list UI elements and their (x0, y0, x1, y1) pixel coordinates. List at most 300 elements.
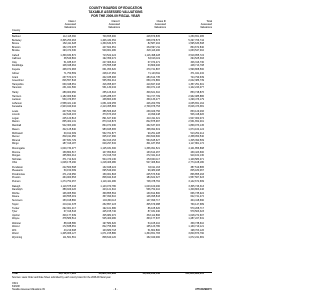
class2-value: 192,359,472 (102, 57, 116, 61)
class2-value: 695,549,460 (102, 169, 116, 173)
class2-value: 276,555,338 (102, 64, 116, 68)
county-name: Grant (12, 75, 19, 79)
class3-value: 309,621,310 (146, 91, 160, 95)
class1-value: 465,804,014 (62, 154, 76, 158)
county-name: Berkeley (12, 38, 22, 42)
class2-value: 1,051,029,255 (100, 101, 116, 105)
county-name: Monongalia (12, 147, 25, 151)
class2-value: 531,130,434 (102, 86, 116, 90)
class1-value: 231,041,500 (62, 86, 76, 90)
class2-value: 808,640,120 (102, 235, 116, 239)
total-value: 2,774,108,180 (188, 161, 204, 165)
class2-value: 1,119,441,480 (100, 179, 116, 183)
county-name: Fayette (12, 67, 21, 71)
county-name: Barbour (12, 35, 21, 38)
class2-value: 605,197,990 (102, 135, 116, 139)
class2-value: 103,680,718 (102, 228, 116, 232)
class3-value: 51,802,800 (147, 228, 160, 232)
class3-value: 67,074,471 (147, 60, 160, 64)
title-line-1: COUNTY BOARDS OF EDUCATION (88, 6, 142, 10)
title-line-2: TAXABLE ASSESSED VALUATIONS (88, 10, 143, 14)
total-value: 1,547,060,074 (188, 116, 204, 120)
county-name: Hancock (12, 86, 22, 90)
class1-value: 222,560,508 (62, 165, 76, 169)
county-name: Webster (12, 221, 22, 225)
total-value: 387,519,895 (190, 165, 204, 169)
class2-value: 549,961,480 (102, 49, 116, 52)
total-value: 622,741,472 (190, 195, 204, 198)
class3-value: 90,251,228 (147, 131, 160, 135)
county-name: Summers (12, 198, 23, 202)
class2-value: 2,413,455,684 (100, 105, 116, 109)
total-value: 3,840,873,790 (188, 232, 204, 236)
total-value: 910,162,130 (190, 154, 204, 158)
title-line-3: FOR THE 2009-09 FISCAL YEAR (91, 14, 140, 18)
class1-value: 892,011,950 (62, 135, 76, 139)
class2-value: 150,061,803 (102, 172, 116, 176)
class1-value: 67,316,543 (63, 210, 76, 214)
total-value: 3,305,746,313 (188, 184, 204, 188)
class3-value: 86,105,620 (147, 206, 160, 210)
class2-value: 873,313,873 (102, 120, 116, 124)
class3-value: 320,113,200 (146, 49, 160, 52)
valuation-table (12, 35, 212, 239)
class1-value: 51,935,647 (63, 60, 76, 64)
class2-value: 172,016,703 (102, 154, 116, 158)
total-value: 3,519,955,724 (188, 53, 204, 57)
total-value: 1,072,241,681 (188, 235, 204, 239)
county-name: Mineral (12, 138, 20, 142)
class1-value: 122,646,215 (62, 113, 76, 117)
header-class2: Class II Assessed Valuations (108, 20, 120, 29)
class1-value: 108,348,964 (62, 64, 76, 68)
county-name: Roane (12, 195, 20, 198)
total-value: 1,595,633,508 (188, 42, 204, 45)
total-class1: 36,713,477,881 (58, 272, 76, 275)
table-row (12, 217, 212, 221)
county-name: Marion (12, 120, 20, 124)
class3-value: 564,645,627 (146, 138, 160, 142)
county-name: Wayne (12, 217, 20, 221)
class3-value: 410,847,043 (146, 82, 160, 86)
class2-value: 983,945,665 (102, 128, 116, 132)
county-name: Marshall (12, 123, 22, 127)
county-name: Jefferson (12, 101, 22, 105)
total-value: 346,316,730 (190, 60, 204, 64)
class2-value: 1,330,634,676 (100, 42, 116, 45)
class1-value: 1,405,066,127 (60, 232, 76, 236)
county-name: Tucker (12, 206, 20, 210)
class1-value: 437,831,729 (62, 138, 76, 142)
county-name: Greenbrier (12, 79, 24, 83)
class3-value: 301,187,353 (146, 142, 160, 146)
county-name: Mingo (12, 142, 19, 146)
total-value: 1,117,801,172 (188, 142, 204, 146)
class2-value: 713,522,424 (102, 53, 116, 57)
county-name: Boone (12, 42, 20, 45)
county-name: Putnam (12, 179, 21, 183)
class1-value: 3,305,253,063 (60, 38, 76, 42)
total-value: 430,423,600 (190, 150, 204, 154)
class1-value: 71,750,569 (63, 72, 76, 76)
county-name: Ohio (12, 161, 18, 165)
class3-value: 264,597,211 (146, 45, 160, 49)
county-name: Wirt (12, 228, 17, 232)
class2-value: 1,143,070,780 (100, 184, 116, 188)
class1-value: 111,561,561 (62, 235, 76, 239)
county-name: Kanawha (12, 105, 23, 109)
county-name: Mason (12, 128, 20, 132)
county-name: Taylor (12, 203, 19, 207)
class2-value: 423,121,610 (102, 188, 116, 191)
class2-value: 891,627,940 (102, 116, 116, 120)
class2-value: 325,982,072 (102, 213, 116, 217)
class1-value: 289,000,950 (62, 91, 76, 95)
total-class2: 36,885,565,996 (98, 272, 116, 275)
class3-value: 822,875,997 (146, 120, 160, 124)
total-value: 1,102,243,077 (188, 86, 204, 90)
class1-value: 1,640,734,077 (60, 147, 76, 151)
class2-value: 107,950,816 (102, 150, 116, 154)
total-value: 1,160,719,121 (188, 225, 204, 229)
footer-line-1: OSF1 (12, 283, 18, 285)
county-name: Mercer (12, 135, 20, 139)
total-value: 8,026,473,381 (188, 105, 204, 109)
county-name: Brooke (12, 49, 20, 52)
county-name: Tyler (12, 210, 18, 214)
class2-value: 562,761,877 (102, 131, 116, 135)
total-value: 513,252,414 (190, 131, 204, 135)
class2-value: 565,354,014 (102, 79, 116, 83)
class1-value: 109,555,019 (62, 195, 76, 198)
total-value: 2,338,050,540 (188, 135, 204, 139)
table-row (12, 86, 212, 90)
class2-value: 367,090,610 (102, 195, 116, 198)
class2-value: 316,055,907 (102, 82, 116, 86)
footer-line-2: 6/26/08 (12, 286, 20, 288)
class1-value: 245,120,813 (62, 116, 76, 120)
class1-value: 172,838,651 (62, 225, 76, 229)
class3-value: 363,112,896 (146, 213, 160, 217)
class1-value: 237,570,474 (62, 75, 76, 79)
class1-value: 1,274,752,457 (60, 179, 76, 183)
class1-value: 88,048,580 (63, 221, 76, 225)
total-value: 1,325,390,509 (188, 138, 204, 142)
total-value: 1,299,476,179 (188, 98, 204, 102)
county-name: Upshur (12, 213, 20, 217)
total-value: 1,357,251,601 (188, 82, 204, 86)
total-label: Total (12, 272, 18, 275)
total-value: 1,063,547,010 (188, 49, 204, 52)
class3-value: 245,573,540 (146, 172, 160, 176)
table-row (12, 49, 212, 53)
class1-value: 2,558,421,140 (60, 101, 76, 105)
table-row (12, 180, 212, 184)
page-number: - 9 - (113, 289, 118, 291)
class3-value: 152,040,000 (146, 235, 160, 239)
county-name: Jackson (12, 98, 21, 102)
total-value: 2,042,386,739 (188, 79, 204, 83)
class2-value: 369,855,564 (102, 191, 116, 195)
county-name: Randolph (12, 188, 23, 191)
county-name: Lewis (12, 109, 19, 113)
total-value: 570,208,717 (190, 206, 204, 210)
class3-value: 272,341,413 (146, 154, 160, 158)
class3-value: 184,622,327 (146, 176, 160, 180)
class1-value: 542,363,200 (62, 123, 76, 127)
county-name: Calhoun (12, 57, 22, 61)
class3-value: 54,105,410 (147, 221, 160, 225)
class3-value: 87,031,040 (147, 210, 160, 214)
class1-value: 468,072,983 (62, 67, 76, 71)
total-value: 4,101,856,898 (188, 147, 204, 151)
total-value: 3,142,672,699 (188, 179, 204, 183)
class2-value: 255,126,616 (102, 91, 116, 95)
class1-value: 471,219,950 (62, 172, 76, 176)
class3-value: 2,709,976,753 (144, 105, 160, 109)
header-class3: Class III Assessed Valuations (154, 20, 166, 29)
class3-value: 340,071,143 (146, 86, 160, 90)
class2-value: 202,035,906 (102, 75, 116, 79)
class2-value: 1,035,288,337 (100, 94, 116, 98)
county-name: Lincoln (12, 113, 20, 117)
class1-value: 530,479,657 (62, 98, 76, 102)
class3-value: 426,200,769 (146, 101, 160, 105)
class1-value: 322,125,840 (62, 128, 76, 132)
class1-value: 207,532,792 (62, 109, 76, 113)
class3-value: 71,143,811 (147, 72, 160, 76)
class1-value: 112,115,360 (62, 35, 76, 38)
table-row (12, 105, 212, 109)
county-name: Doddridge (12, 64, 24, 68)
county-name: Hardy (12, 91, 19, 95)
class1-value: 38,549,802 (63, 57, 76, 61)
class3-value: 130,814,800 (146, 191, 160, 195)
table-row (12, 236, 212, 240)
class1-value: 152,470,978 (62, 45, 76, 49)
class2-value: 425,155,740 (102, 210, 116, 214)
county-name: Preston (12, 176, 21, 180)
class3-value: 428,879,835 (146, 35, 160, 38)
class2-value: 1,406,434,352 (100, 38, 116, 42)
header-divider (12, 33, 212, 34)
total-value: 1,599,868,500 (188, 67, 204, 71)
class1-value: 2,903,040,944 (60, 105, 76, 109)
class2-value: 373,673,263 (102, 113, 116, 117)
county-name: Pleasants (12, 169, 23, 173)
table-row (12, 161, 212, 165)
class3-value: 536,752,410 (146, 188, 160, 191)
total-value: 404,418,690 (190, 198, 204, 202)
class3-value: 33,011,163 (147, 165, 160, 169)
class3-value: 146,095,843 (146, 195, 160, 198)
class1-value: 371,712,624 (62, 157, 76, 161)
class2-value: 629,297,632 (102, 142, 116, 146)
class3-value: 82,587,204 (147, 42, 160, 45)
county-name: Ritchie (12, 191, 20, 195)
county-name: Pendleton (12, 165, 23, 169)
total-value: 2,531,652,001 (188, 120, 204, 124)
header-total: Total Assessed Valuations (200, 20, 212, 29)
class1-value: 1,369,934,872 (60, 53, 76, 57)
class1-value: 329,177,639 (62, 213, 76, 217)
county-name: Wyoming (12, 235, 23, 239)
class2-value: 447,604,651 (102, 45, 116, 49)
class3-value: 363,177,637 (146, 217, 160, 221)
header-county: County (12, 29, 21, 32)
class2-value: 808,944,643 (102, 176, 116, 180)
county-name: Braxton (12, 45, 21, 49)
class3-value: 163,614,267 (146, 150, 160, 154)
total-value: 371,041,432 (190, 72, 204, 76)
total-value: 1,869,073,145 (188, 123, 204, 127)
total-value: 864,672,840 (190, 45, 204, 49)
class2-value: 252,857,223 (102, 203, 116, 207)
class3-value: 748,478,762 (146, 179, 160, 183)
county-name: Pocahontas (12, 172, 25, 176)
class2-value: 438,863,045 (102, 98, 116, 102)
class1-value: 50,150,399 (63, 169, 76, 173)
county-name: Clay (12, 60, 17, 64)
total-class3: 28,336,818,138 (142, 272, 160, 275)
total-row (12, 272, 212, 276)
total-value: 1,109,583,071 (188, 157, 204, 161)
class2-value: 227,306,612 (102, 60, 116, 64)
class1-value: 389,929,426 (62, 188, 76, 191)
class2-value: 132,948,224 (102, 165, 116, 169)
class1-value: 835,462,131 (62, 120, 76, 124)
total-value: 2,962,085,886 (188, 94, 204, 98)
class3-value: 527,466,810 (146, 161, 160, 165)
class3-value: 840,840,600 (146, 135, 160, 139)
class2-value: 864,072,930 (102, 123, 116, 127)
class3-value: 470,741,897 (146, 67, 160, 71)
class1-value: 1,028,175,290 (60, 161, 76, 165)
footer-line-3: Taxable Assessed Valuations 09 (12, 289, 45, 291)
class3-value: 410,311,321 (146, 116, 160, 120)
total-value: 579,503,323 (190, 210, 204, 214)
class3-value: 99,480,208 (147, 169, 160, 173)
table-row (12, 199, 212, 203)
class2-value: 192,101,680 (102, 206, 116, 210)
class3-value: 147,099,717 (146, 198, 160, 202)
class1-value: 1,182,069,840 (60, 94, 76, 98)
total-value: 1,557,567,623 (188, 176, 204, 180)
class3-value: 668,079,573 (146, 38, 160, 42)
class1-value: 201,611,378 (62, 203, 76, 207)
class3-value: 165,123,780 (146, 225, 160, 229)
class3-value: 1,336,091,521 (144, 147, 160, 151)
class3-value: 305,679,088 (146, 203, 160, 207)
class1-value: 292,001,417 (62, 206, 76, 210)
class3-value: 63,616,119 (147, 57, 160, 61)
header-class1: Class I Assessed Valuations (64, 20, 76, 29)
class1-value: 187,316,187 (62, 142, 76, 146)
class2-value: 1,125,031,300 (100, 147, 116, 151)
table-row (12, 142, 212, 146)
county-name: Harrison (12, 94, 22, 98)
class2-value: 104,300,113 (102, 198, 116, 202)
class1-value: 193,472,330 (62, 49, 76, 52)
class1-value: 60,012,309 (63, 131, 76, 135)
county-name: Nicholas (12, 157, 22, 161)
class3-value: 284,614,735 (146, 75, 160, 79)
total-value: 1,018,272,607 (188, 213, 204, 217)
class3-value: 650,474,882 (146, 79, 160, 83)
total-value: 760,147,689 (190, 203, 204, 207)
county-name: Raleigh (12, 184, 21, 188)
total-value: 853,748,876 (190, 91, 204, 95)
total-value: 448,713,708 (190, 64, 204, 68)
class1-value: 166,065,560 (62, 191, 76, 195)
county-name: Morgan (12, 154, 21, 158)
class1-value: 1,119,575,043 (60, 184, 76, 188)
total-value: 724,799,639 (190, 75, 204, 79)
total-value: 198,703,126 (190, 228, 204, 232)
class1-value: 464,000,653 (62, 176, 76, 180)
class2-value: 822,756,690 (102, 225, 116, 229)
class3-value: 1,043,100,490 (144, 184, 160, 188)
class3-value: 253,600,117 (146, 157, 160, 161)
class1-value: 630,348,651 (62, 82, 76, 86)
total-total: 101,935,862,015 (185, 272, 204, 275)
total-value: 506,418,926 (190, 113, 204, 117)
class2-value: 709,655,900 (102, 35, 116, 38)
county-name: Monroe (12, 150, 21, 154)
total-value: 294,525,393 (190, 57, 204, 61)
total-value: 339,738,610 (190, 221, 204, 225)
total-value: 666,735,924 (190, 191, 204, 195)
county-name: Gilmer (12, 72, 20, 76)
source-note: Sources: Laws Order and Rate Sheet submitted by each county board for the 2008-09 fiscal year. (12, 277, 112, 279)
total-value: 4,035,651,164 (188, 101, 204, 105)
class2-value: 661,053,620 (102, 67, 116, 71)
class3-value: 744,727,709 (146, 94, 160, 98)
class1-value: 182,411,628 (62, 42, 76, 45)
county-name: Logan (12, 116, 19, 120)
total-value: 1,250,651,095 (188, 35, 204, 38)
class2-value: 386,566,918 (102, 109, 116, 113)
county-name: Cabell (12, 53, 19, 57)
class1-value: 826,557,843 (62, 79, 76, 83)
attachment-label: ATTACHMENT I (195, 289, 212, 291)
total-value: 5,297,766,744 (188, 38, 204, 42)
total-value: 1,674,164,124 (188, 128, 204, 132)
class3-value: 462,637,015 (146, 123, 160, 127)
class1-value: 159,864,517 (62, 150, 76, 154)
class3-value: 368,092,619 (146, 128, 160, 132)
total-value: 1,287,227,631 (188, 217, 204, 221)
county-name: McDowell (12, 131, 23, 135)
class3-value: 1,116,498,428 (144, 53, 160, 57)
class2-value: 1,218,466,080 (100, 161, 116, 165)
table-row (12, 68, 212, 72)
class1-value: 378,589,514 (62, 217, 76, 221)
total-value: 833,129,466 (190, 109, 204, 113)
class2-value: 197,584,620 (102, 221, 116, 225)
class3-value: 330,133,477 (146, 98, 160, 102)
class1-value: 153,018,860 (62, 198, 76, 202)
class3-value: 63,809,406 (147, 64, 160, 68)
county-name: Wetzel (12, 225, 20, 229)
class3-value: 10,099,448 (147, 113, 160, 117)
class2-value: 322,913,153 (102, 138, 116, 142)
class3-value: 1,364,651,783 (144, 232, 160, 236)
class2-value: 545,460,480 (102, 217, 116, 221)
class2-value: 228,147,052 (102, 72, 116, 76)
class2-value: 504,470,130 (102, 157, 116, 161)
total-value: 845,180,067 (190, 169, 204, 173)
